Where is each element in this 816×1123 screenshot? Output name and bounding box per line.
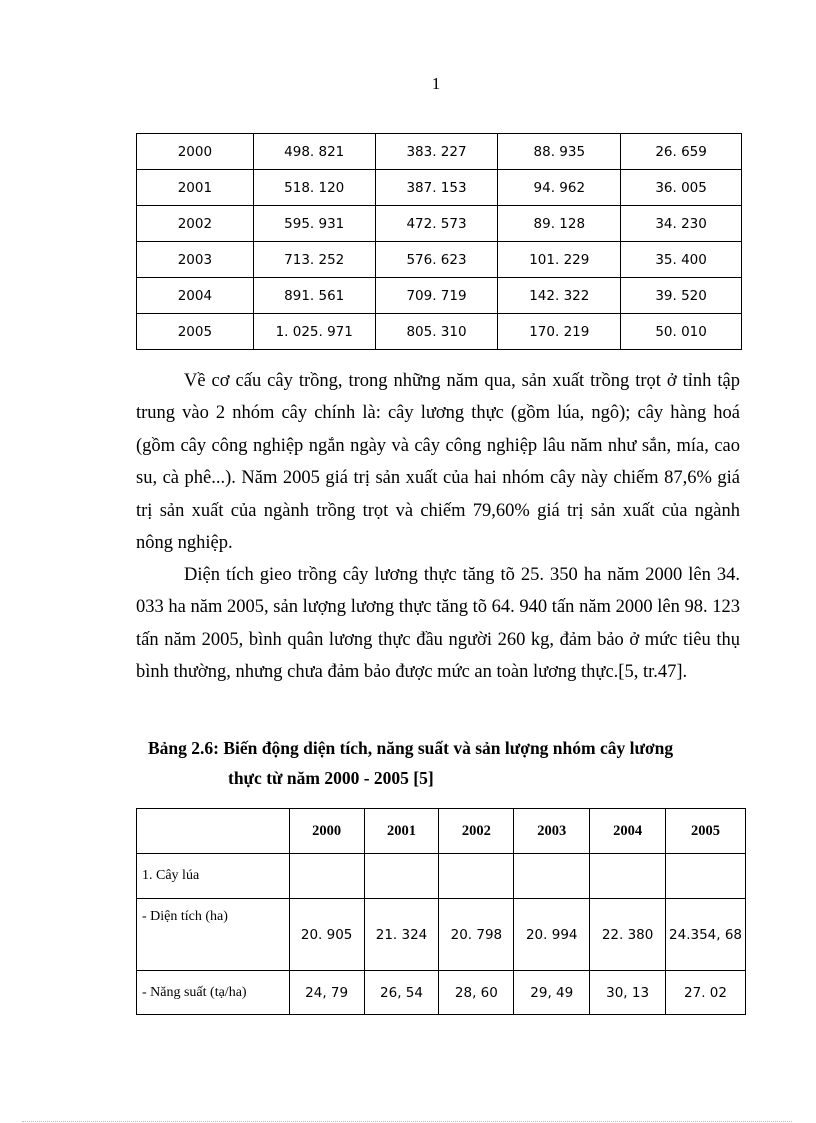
value-cell: 170. 219 <box>498 314 621 350</box>
value-cell: 472. 573 <box>375 206 498 242</box>
food-crop-table <box>136 808 746 1015</box>
empty-cell <box>289 854 364 899</box>
value-cell: 20. 994 <box>514 899 590 971</box>
table-row <box>137 899 746 971</box>
table-row <box>137 278 742 314</box>
value-cell: 26, 54 <box>364 971 439 1015</box>
year-header-cell: 2001 <box>364 809 439 854</box>
value-cell: 20. 798 <box>439 899 514 971</box>
empty-cell <box>514 854 590 899</box>
table-row <box>137 170 742 206</box>
table-row <box>137 314 742 350</box>
row-label: - Diện tích (ha) <box>137 899 290 971</box>
value-cell: 30, 13 <box>590 971 666 1015</box>
value-cell: 805. 310 <box>375 314 498 350</box>
year-cell: 2005 <box>137 314 254 350</box>
year-cell: 2004 <box>137 278 254 314</box>
value-cell: 101. 229 <box>498 242 621 278</box>
value-cell: 498. 821 <box>253 134 375 170</box>
table-row <box>137 134 742 170</box>
value-cell: 891. 561 <box>253 278 375 314</box>
value-cell: 94. 962 <box>498 170 621 206</box>
paragraph-food-crop-area: Diện tích gieo trồng cây lương thực tăng tõ 25. 350 ha năm 2000 lên 34. 033 ha năm 2005, sản lượng lương thực tăng tõ 64. 940 tấn năm 2000 lên 98. 123 tấn năm 2005, bình quân lương thực đầu người 260 kg, đảm bảo ở mức tiêu thụ bình thường, nhưng chưa đảm bảo được mức an toàn lương thực.[5, tr.47]. <box>136 565 740 683</box>
value-cell: 383. 227 <box>375 134 498 170</box>
year-cell: 2001 <box>137 170 254 206</box>
table-caption-line-1: Bảng 2.6: Biến động diện tích, năng suất và sản lượng nhóm cây lương <box>148 738 674 758</box>
year-header-cell: 2000 <box>289 809 364 854</box>
value-cell: 518. 120 <box>253 170 375 206</box>
header-corner-cell <box>137 809 290 854</box>
empty-cell <box>590 854 666 899</box>
year-header-cell: 2002 <box>439 809 514 854</box>
table-row <box>137 206 742 242</box>
table-row <box>137 971 746 1015</box>
value-cell: 20. 905 <box>289 899 364 971</box>
empty-cell <box>439 854 514 899</box>
value-cell: 27. 02 <box>666 971 746 1015</box>
section-label: 1. Cây lúa <box>137 854 290 899</box>
value-cell: 576. 623 <box>375 242 498 278</box>
value-cell: 88. 935 <box>498 134 621 170</box>
value-cell: 29, 49 <box>514 971 590 1015</box>
value-cell: 142. 322 <box>498 278 621 314</box>
value-cell: 24.354, 68 <box>666 899 746 971</box>
year-header-cell: 2003 <box>514 809 590 854</box>
value-cell: 50. 010 <box>621 314 742 350</box>
value-cell: 1. 025. 971 <box>253 314 375 350</box>
page-bottom-divider <box>22 1121 792 1122</box>
year-header-cell: 2004 <box>590 809 666 854</box>
value-cell: 35. 400 <box>621 242 742 278</box>
table-caption-line-2: thực từ năm 2000 - 2005 [5] <box>228 768 434 788</box>
value-cell: 34. 230 <box>621 206 742 242</box>
value-cell: 21. 324 <box>364 899 439 971</box>
table-header-row <box>137 809 746 854</box>
value-cell: 709. 719 <box>375 278 498 314</box>
empty-cell <box>666 854 746 899</box>
value-cell: 387. 153 <box>375 170 498 206</box>
value-cell: 36. 005 <box>621 170 742 206</box>
table-row <box>137 242 742 278</box>
value-cell: 39. 520 <box>621 278 742 314</box>
value-cell: 22. 380 <box>590 899 666 971</box>
row-label: - Năng suất (tạ/ha) <box>137 971 290 1015</box>
value-cell: 28, 60 <box>439 971 514 1015</box>
value-cell: 26. 659 <box>621 134 742 170</box>
year-cell: 2002 <box>137 206 254 242</box>
page-number: 1 <box>431 74 441 93</box>
empty-cell <box>364 854 439 899</box>
year-header-cell: 2005 <box>666 809 746 854</box>
paragraph-crop-structure: Về cơ cấu cây trồng, trong những năm qua, sản xuất trồng trọt ở tỉnh tập trung vào 2 nhóm cây chính là: cây lương thực (gồm lúa, ngô); cây hàng hoá (gồm cây công nghiệp ngắn ngày và cây công nghiệp lâu năm như sắn, mía, cao su, cà phê...). Năm 2005 giá trị sản xuất của hai nhóm cây này chiếm 87,6% giá trị sản xuất của ngành trồng trọt và chiếm 79,60% giá trị sản xuất của ngành nông nghiệp. <box>136 371 740 554</box>
production-value-table <box>136 133 742 350</box>
table-caption <box>136 733 740 793</box>
value-cell: 595. 931 <box>253 206 375 242</box>
value-cell: 89. 128 <box>498 206 621 242</box>
value-cell: 713. 252 <box>253 242 375 278</box>
section-row <box>137 854 746 899</box>
year-cell: 2003 <box>137 242 254 278</box>
year-cell: 2000 <box>137 134 254 170</box>
value-cell: 24, 79 <box>289 971 364 1015</box>
